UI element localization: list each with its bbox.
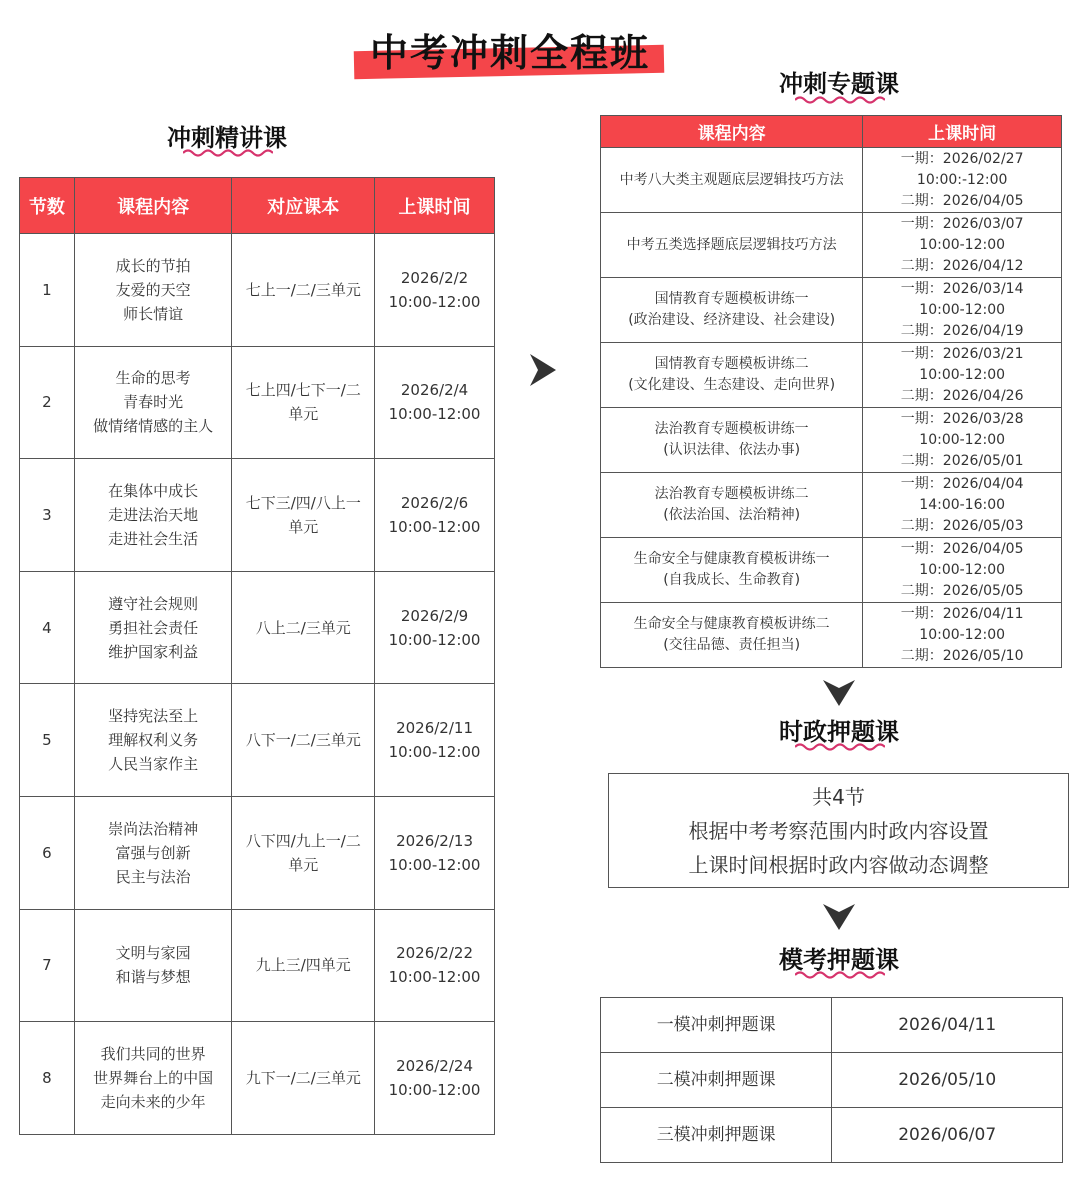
table-row [601, 213, 1062, 278]
class-time-cell-line: 二期：2026/05/10 [900, 647, 1024, 664]
lesson-number-cell: 5 [20, 684, 75, 797]
page-title: 中考冲刺全程班 [369, 31, 650, 75]
class-time-cell-line: 10:00-12:00 [388, 292, 481, 311]
header-cell: 课程内容 [601, 116, 863, 148]
textbook-cell-line: 单元 [288, 855, 319, 874]
textbook-cell-line: 七下三/四/八上一 [245, 493, 361, 512]
course-content-cell-line: 在集体中成长 [108, 481, 199, 500]
textbook-cell-line: 八下四/九上一/二 [245, 831, 361, 850]
course-content-cell-line: (交往品德、责任担当) [663, 637, 801, 653]
lesson-number-cell: 3 [20, 459, 75, 572]
class-time-cell-line: 10:00:-12:00 [916, 171, 1008, 188]
class-time-cell [863, 213, 1062, 278]
textbook-cell [232, 459, 375, 572]
course-content-cell-line: 文明与家园 [115, 944, 191, 963]
class-time-cell-line: 10:00-12:00 [388, 630, 481, 649]
course-content-cell [601, 408, 863, 473]
class-time-cell-line: 一期：2026/04/04 [900, 475, 1024, 492]
class-time-cell [863, 603, 1062, 668]
class-time-cell-line: 10:00-12:00 [388, 743, 481, 762]
table-row [601, 408, 1062, 473]
course-content-cell-line: 坚持宪法至上 [108, 707, 199, 726]
course-content-cell [601, 213, 863, 278]
table-row [601, 603, 1062, 668]
course-content-cell-line: 师长情谊 [123, 304, 184, 323]
course-content-cell-line: 做情绪情感的主人 [93, 417, 214, 436]
course-content-cell [74, 459, 232, 572]
course-content-cell [74, 571, 232, 684]
course-content-cell [601, 473, 863, 538]
table-row [20, 796, 495, 909]
course-content-cell-line: 生命的思考 [115, 369, 191, 388]
class-time-cell-line: 一期：2026/04/11 [900, 605, 1024, 622]
course-content-cell [601, 538, 863, 603]
class-time-cell [863, 148, 1062, 213]
lesson-number-cell: 7 [20, 909, 75, 1022]
course-content-cell-line: 崇尚法治精神 [108, 819, 199, 838]
course-content-cell-line: 中考八大类主观题底层逻辑技巧方法 [619, 171, 844, 188]
course-content-cell-line: 维护国家利益 [108, 642, 199, 661]
lesson-number-cell: 8 [20, 1022, 75, 1135]
course-content-cell-line: 法治教育专题模板讲练二 [654, 486, 809, 502]
mock-date-cell: 2026/04/11 [832, 998, 1063, 1053]
class-time-cell [375, 909, 495, 1022]
course-content-cell-line: 中考五类选择题底层逻辑技巧方法 [626, 236, 837, 253]
class-time-cell-line: 10:00-12:00 [388, 517, 481, 536]
textbook-cell-line: 八上二/三单元 [255, 618, 351, 637]
class-time-cell [863, 408, 1062, 473]
class-time-cell-line: 14:00-16:00 [919, 496, 1006, 513]
section-title-intensive: 冲刺精讲课 [167, 124, 287, 152]
mock-name-cell: 二模冲刺押题课 [601, 1053, 832, 1108]
table-row [20, 684, 495, 797]
course-content-cell [74, 684, 232, 797]
course-content-cell-line: 生命安全与健康教育模板讲练二 [633, 616, 830, 632]
table-row [601, 343, 1062, 408]
course-content-cell-line: 人民当家作主 [108, 755, 199, 774]
table-row [20, 234, 495, 347]
squiggle-underline-icon [795, 742, 885, 752]
table-row [601, 278, 1062, 343]
class-time-cell-line: 二期：2026/05/03 [900, 517, 1024, 534]
class-time-cell [863, 278, 1062, 343]
class-time-cell-line: 一期：2026/03/28 [900, 410, 1024, 427]
course-content-cell [601, 278, 863, 343]
chevron-right-icon [528, 352, 558, 388]
class-time-cell-line: 二期：2026/04/05 [900, 192, 1024, 209]
table-header-row [20, 178, 495, 234]
header-cell: 上课时间 [863, 116, 1062, 148]
lesson-number-cell: 6 [20, 796, 75, 909]
textbook-cell [232, 796, 375, 909]
class-time-cell-line: 二期：2026/05/01 [900, 452, 1024, 469]
class-time-cell-line: 一期：2026/04/05 [900, 540, 1024, 557]
class-time-cell-line: 2026/2/22 [396, 944, 473, 963]
course-content-cell-line: 和谐与梦想 [115, 968, 191, 987]
class-time-cell-line: 二期：2026/04/26 [900, 387, 1024, 404]
textbook-cell-line: 单元 [288, 517, 319, 536]
mock-date-cell: 2026/06/07 [832, 1108, 1063, 1163]
course-content-cell-line: 国情教育专题模板讲练二 [654, 356, 809, 372]
course-content-cell-line: 遵守社会规则 [108, 594, 199, 613]
textbook-cell-line: 九上三/四单元 [255, 956, 351, 975]
class-time-cell-line: 2026/2/6 [400, 493, 469, 512]
class-time-cell-line: 10:00-12:00 [919, 626, 1006, 643]
mock-date-cell: 2026/05/10 [832, 1053, 1063, 1108]
textbook-cell [232, 346, 375, 459]
class-time-cell-line: 10:00-12:00 [388, 1080, 481, 1099]
course-content-cell-line: 生命安全与健康教育模板讲练一 [633, 551, 830, 567]
main-title-block [350, 14, 670, 74]
class-time-cell-line: 10:00-12:00 [919, 431, 1006, 448]
class-time-cell-line: 10:00-12:00 [919, 366, 1006, 383]
course-content-cell-line: (认识法律、依法办事) [663, 442, 801, 458]
course-content-cell-line: 成长的节拍 [115, 256, 191, 275]
class-time-cell-line: 一期：2026/03/14 [900, 280, 1024, 297]
course-content-cell-line: 国情教育专题模板讲练一 [654, 291, 809, 307]
mock-name-cell: 三模冲刺押题课 [601, 1108, 832, 1163]
course-content-cell-line: (自我成长、生命教育) [663, 572, 801, 588]
course-content-cell-line: 走向未来的少年 [100, 1092, 206, 1111]
table-row [601, 1053, 1063, 1108]
course-content-cell [74, 346, 232, 459]
header-cell: 对应课本 [232, 178, 375, 234]
class-time-cell-line: 10:00-12:00 [388, 405, 481, 424]
header-cell: 节数 [20, 178, 75, 234]
class-time-cell [375, 684, 495, 797]
lesson-number-cell: 1 [20, 234, 75, 347]
textbook-cell [232, 909, 375, 1022]
section-title-current-affairs: 时政押题课 [779, 718, 899, 746]
class-time-cell-line: 10:00-12:00 [919, 236, 1006, 253]
course-content-cell-line: 走进社会生活 [108, 529, 199, 548]
table-row [601, 998, 1063, 1053]
course-content-cell-line: 法治教育专题模板讲练一 [654, 421, 809, 437]
class-time-cell [375, 1022, 495, 1135]
course-content-cell [601, 343, 863, 408]
class-time-cell-line: 10:00-12:00 [919, 561, 1006, 578]
table-row [20, 459, 495, 572]
class-time-cell [863, 538, 1062, 603]
textbook-cell-line: 七上一/二/三单元 [245, 280, 361, 299]
section-title-mock: 模考押题课 [779, 946, 899, 974]
header-cell: 课程内容 [74, 178, 232, 234]
lesson-number-cell: 4 [20, 571, 75, 684]
class-time-cell-line: 一期：2026/03/07 [900, 215, 1024, 232]
course-content-cell [74, 909, 232, 1022]
class-time-cell-line: 10:00-12:00 [388, 968, 481, 987]
class-time-cell-line: 二期：2026/04/19 [900, 322, 1024, 339]
textbook-cell-line: 单元 [288, 405, 319, 424]
course-content-cell-line: 理解权利义务 [108, 731, 199, 750]
class-time-cell-line: 10:00-12:00 [388, 855, 481, 874]
course-content-cell-line: 走进法治天地 [108, 505, 199, 524]
table-header-row [601, 116, 1062, 148]
class-time-cell-line: 2026/2/4 [400, 381, 469, 400]
mock-table [600, 997, 1063, 1163]
textbook-cell [232, 571, 375, 684]
course-content-cell [601, 603, 863, 668]
class-time-cell-line: 2026/2/2 [400, 268, 469, 287]
course-content-cell-line: 友爱的天空 [115, 280, 191, 299]
textbook-cell-line: 九下一/二/三单元 [245, 1068, 361, 1087]
course-content-cell [601, 148, 863, 213]
chevron-down-icon [821, 678, 857, 708]
textbook-cell [232, 1022, 375, 1135]
class-time-cell-line: 2026/2/9 [400, 606, 469, 625]
table-row [20, 346, 495, 459]
course-content-cell [74, 796, 232, 909]
textbook-cell [232, 684, 375, 797]
lesson-number-cell: 2 [20, 346, 75, 459]
class-time-cell [375, 346, 495, 459]
course-content-cell-line: 勇担社会责任 [108, 618, 199, 637]
course-content-cell-line: 青春时光 [123, 393, 184, 412]
table-row [601, 473, 1062, 538]
section-title-topics: 冲刺专题课 [779, 70, 899, 98]
info-line: 共4节 [812, 785, 865, 809]
class-time-cell-line: 一期：2026/03/21 [900, 345, 1024, 362]
table-row [601, 538, 1062, 603]
class-time-cell-line: 10:00-12:00 [919, 301, 1006, 318]
course-content-cell-line: 世界舞台上的中国 [93, 1068, 214, 1087]
textbook-cell [232, 234, 375, 347]
current-affairs-info-box [608, 773, 1069, 888]
course-content-cell-line: (依法治国、法治精神) [663, 507, 801, 523]
table-row [601, 148, 1062, 213]
intensive-table [19, 177, 495, 1135]
table-row [601, 1108, 1063, 1163]
class-time-cell [375, 234, 495, 347]
chevron-down-icon [821, 902, 857, 932]
class-time-cell [375, 571, 495, 684]
course-content-cell-line: 富强与创新 [115, 843, 191, 862]
class-time-cell-line: 2026/2/13 [396, 831, 473, 850]
class-time-cell [863, 343, 1062, 408]
squiggle-underline-icon [795, 95, 885, 105]
squiggle-underline-icon [183, 148, 273, 158]
table-row [20, 1022, 495, 1135]
table-row [20, 909, 495, 1022]
course-content-cell [74, 234, 232, 347]
textbook-cell-line: 七上四/七下一/二 [245, 381, 361, 400]
class-time-cell-line: 2026/2/11 [396, 719, 473, 738]
class-time-cell [863, 473, 1062, 538]
course-content-cell-line: (政治建设、经济建设、社会建设) [628, 312, 836, 328]
class-time-cell-line: 一期：2026/02/27 [900, 150, 1024, 167]
header-cell: 上课时间 [375, 178, 495, 234]
class-time-cell-line: 二期：2026/04/12 [900, 257, 1024, 274]
class-time-cell [375, 796, 495, 909]
mock-name-cell: 一模冲刺押题课 [601, 998, 832, 1053]
squiggle-underline-icon [795, 970, 885, 980]
course-content-cell [74, 1022, 232, 1135]
class-time-cell-line: 二期：2026/05/05 [900, 582, 1024, 599]
textbook-cell-line: 八下一/二/三单元 [245, 731, 361, 750]
class-time-cell-line: 2026/2/24 [396, 1056, 473, 1075]
course-content-cell-line: 民主与法治 [115, 867, 191, 886]
info-line: 上课时间根据时政内容做动态调整 [688, 853, 989, 877]
topics-table [600, 115, 1062, 668]
class-time-cell [375, 459, 495, 572]
table-row [20, 571, 495, 684]
course-content-cell-line: (文化建设、生态建设、走向世界) [628, 377, 836, 393]
info-line: 根据中考考察范围内时政内容设置 [688, 819, 989, 843]
course-content-cell-line: 我们共同的世界 [100, 1044, 206, 1063]
